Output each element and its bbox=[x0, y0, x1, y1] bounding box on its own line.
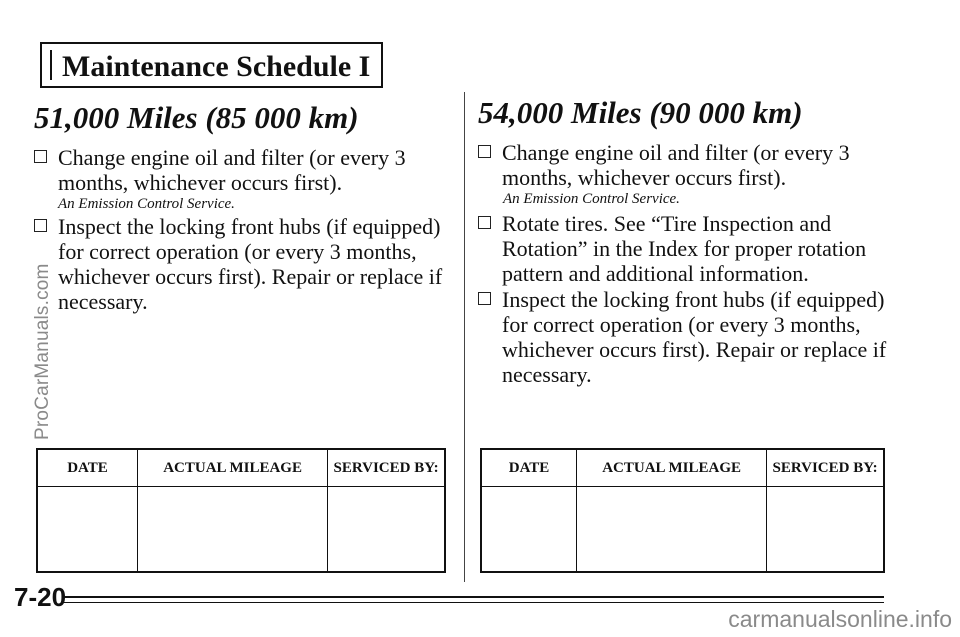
column-header-serviced-by: SERVICED BY: bbox=[328, 449, 445, 487]
checklist-item bbox=[34, 145, 414, 195]
checkbox-icon[interactable] bbox=[34, 219, 47, 232]
checklist-item-text: Rotate tires. See “Tire Inspection and Rotation” in the Index for proper rotation pattern and additional information. bbox=[502, 211, 867, 286]
mileage-cell[interactable] bbox=[138, 487, 328, 573]
checkbox-icon[interactable] bbox=[478, 292, 491, 305]
checklist-item bbox=[478, 140, 858, 190]
section-title-box bbox=[40, 42, 383, 88]
watermark-left-text: ProCarManuals.com bbox=[32, 263, 53, 440]
checkbox-icon[interactable] bbox=[34, 150, 47, 163]
checklist-item-text: Change engine oil and filter (or every 3 months, whichever occurs first). bbox=[502, 140, 850, 190]
column-header-mileage: ACTUAL MILEAGE bbox=[577, 449, 767, 487]
checkbox-icon[interactable] bbox=[478, 145, 491, 158]
watermark-carmanualsonline: carmanualsonline.info bbox=[728, 606, 952, 632]
service-note: An Emission Control Service. bbox=[58, 196, 235, 212]
column-header-date: DATE bbox=[481, 449, 577, 487]
date-cell[interactable] bbox=[37, 487, 138, 573]
checkbox-icon[interactable] bbox=[478, 216, 491, 229]
footer-rule bbox=[62, 596, 884, 603]
service-note: An Emission Control Service. bbox=[503, 191, 680, 207]
service-record-table-right bbox=[480, 448, 885, 573]
checklist-item bbox=[478, 211, 898, 286]
checklist-item-text: Change engine oil and filter (or every 3 months, whichever occurs first). bbox=[58, 145, 406, 195]
page-number: 7-20 bbox=[14, 582, 67, 612]
date-cell[interactable] bbox=[481, 487, 577, 573]
column-header-mileage: ACTUAL MILEAGE bbox=[138, 449, 328, 487]
service-record-table-left bbox=[36, 448, 446, 573]
column-divider bbox=[464, 92, 465, 582]
checklist-item-text: Inspect the locking front hubs (if equipped) for correct operation (or every 3 months, whichever occurs first). Repair or replace if necessary. bbox=[58, 214, 443, 314]
page-title: Maintenance Schedule I bbox=[62, 50, 371, 83]
checklist-item-text: Inspect the locking front hubs (if equipped) for correct operation (or every 3 months, whichever occurs first). Repair or replace if necessary. bbox=[502, 287, 887, 387]
serviced-by-cell[interactable] bbox=[328, 487, 445, 573]
column-header-date: DATE bbox=[37, 449, 138, 487]
column-header-serviced-by: SERVICED BY: bbox=[767, 449, 884, 487]
checklist-item bbox=[478, 287, 898, 387]
heading-54000-miles: 54,000 Miles (90 000 km) bbox=[478, 95, 803, 130]
mileage-cell[interactable] bbox=[577, 487, 767, 573]
heading-51000-miles: 51,000 Miles (85 000 km) bbox=[34, 100, 359, 135]
serviced-by-cell[interactable] bbox=[767, 487, 884, 573]
checklist-item bbox=[34, 214, 454, 314]
